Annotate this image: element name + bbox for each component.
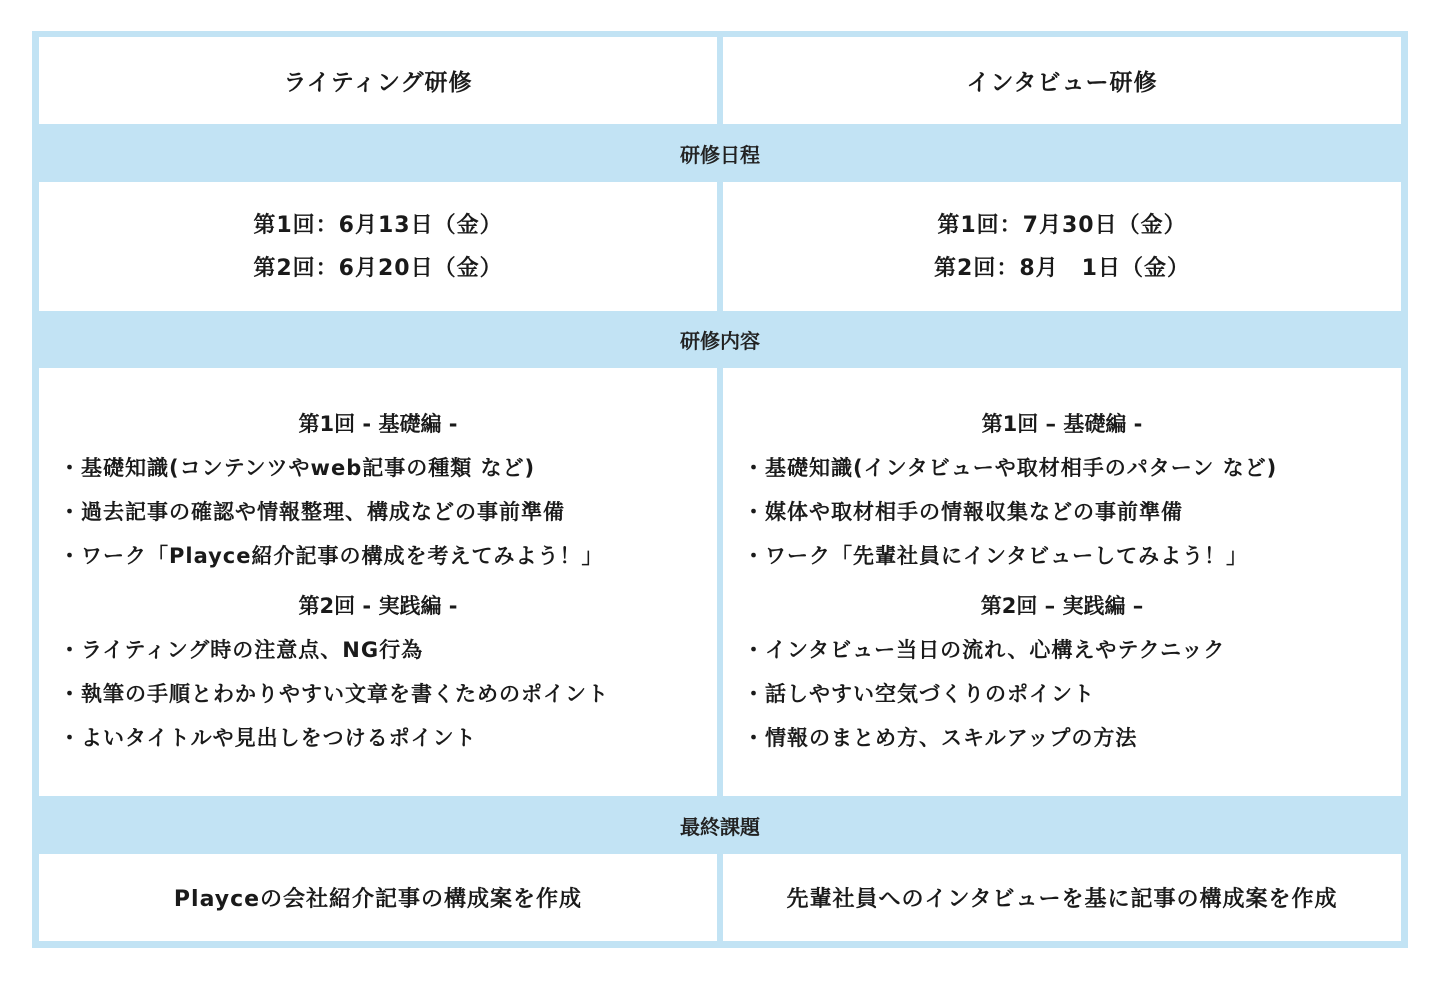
session-heading: 第2回 - 実践編 -: [298, 594, 458, 618]
session-heading: 第1回 – 基礎編 -: [981, 412, 1143, 436]
column-title-interview: インタビュー研修: [966, 70, 1158, 96]
column-header-interview: [723, 37, 1401, 124]
list-item: ・ ライティング時の注意点、NG行為: [59, 628, 717, 672]
schedule-cell-interview: [723, 182, 1401, 311]
session-heading: 第1回 - 基礎編 -: [298, 412, 458, 436]
training-table: [32, 31, 1408, 948]
section-band-content: [32, 311, 1408, 368]
session-item-list: [59, 446, 717, 578]
schedule-line: 第1回：6月13日（金）: [253, 212, 503, 238]
schedule-line: 第2回：6月20日（金）: [253, 255, 503, 281]
session-heading: 第2回 – 実践編 –: [980, 594, 1144, 618]
list-item: ・ ワーク「Playce紹介記事の構成を考えてみよう！」: [59, 534, 717, 578]
section-band-schedule: [32, 124, 1408, 182]
section-label-schedule: 研修日程: [680, 142, 760, 167]
content-cell-writing: [39, 368, 717, 796]
list-item: ・ 過去記事の確認や情報整理、構成などの事前準備: [59, 490, 717, 534]
session-item-list: [743, 446, 1401, 578]
schedule-line: 第2回：8月 1日（金）: [934, 255, 1190, 281]
session-item-list: [59, 628, 717, 760]
list-item: ・ 基礎知識(コンテンツやweb記事の種類 など): [59, 446, 717, 490]
list-item: ・ インタビュー当日の流れ、心構えやテクニック: [743, 628, 1401, 672]
section-band-final: [32, 796, 1408, 854]
final-task-text: 先輩社員へのインタビューを基に記事の構成案を作成: [786, 887, 1338, 912]
list-item: ・ 基礎知識(インタビューや取材相手のパターン など): [743, 446, 1401, 490]
list-item: ・ ワーク「先輩社員にインタビューしてみよう！」: [743, 534, 1401, 578]
list-item: ・ 執筆の手順とわかりやすい文章を書くためのポイント: [59, 672, 717, 716]
list-item: ・ 情報のまとめ方、スキルアップの方法: [743, 716, 1401, 760]
final-task-text: Playceの会社紹介記事の構成案を作成: [173, 887, 583, 912]
column-title-writing: ライティング研修: [283, 70, 473, 96]
list-item: ・ 話しやすい空気づくりのポイント: [743, 672, 1401, 716]
section-label-final: 最終課題: [680, 814, 760, 839]
session-item-list: [743, 628, 1401, 760]
final-task-writing: [39, 854, 717, 941]
schedule-cell-writing: [39, 182, 717, 311]
final-task-interview: [723, 854, 1401, 941]
schedule-line: 第1回：7月30日（金）: [937, 212, 1187, 238]
list-item: ・ 媒体や取材相手の情報収集などの事前準備: [743, 490, 1401, 534]
column-header-writing: [39, 37, 717, 124]
section-label-content: 研修内容: [680, 329, 760, 353]
list-item: ・ よいタイトルや見出しをつけるポイント: [59, 716, 717, 760]
content-cell-interview: [723, 368, 1401, 796]
